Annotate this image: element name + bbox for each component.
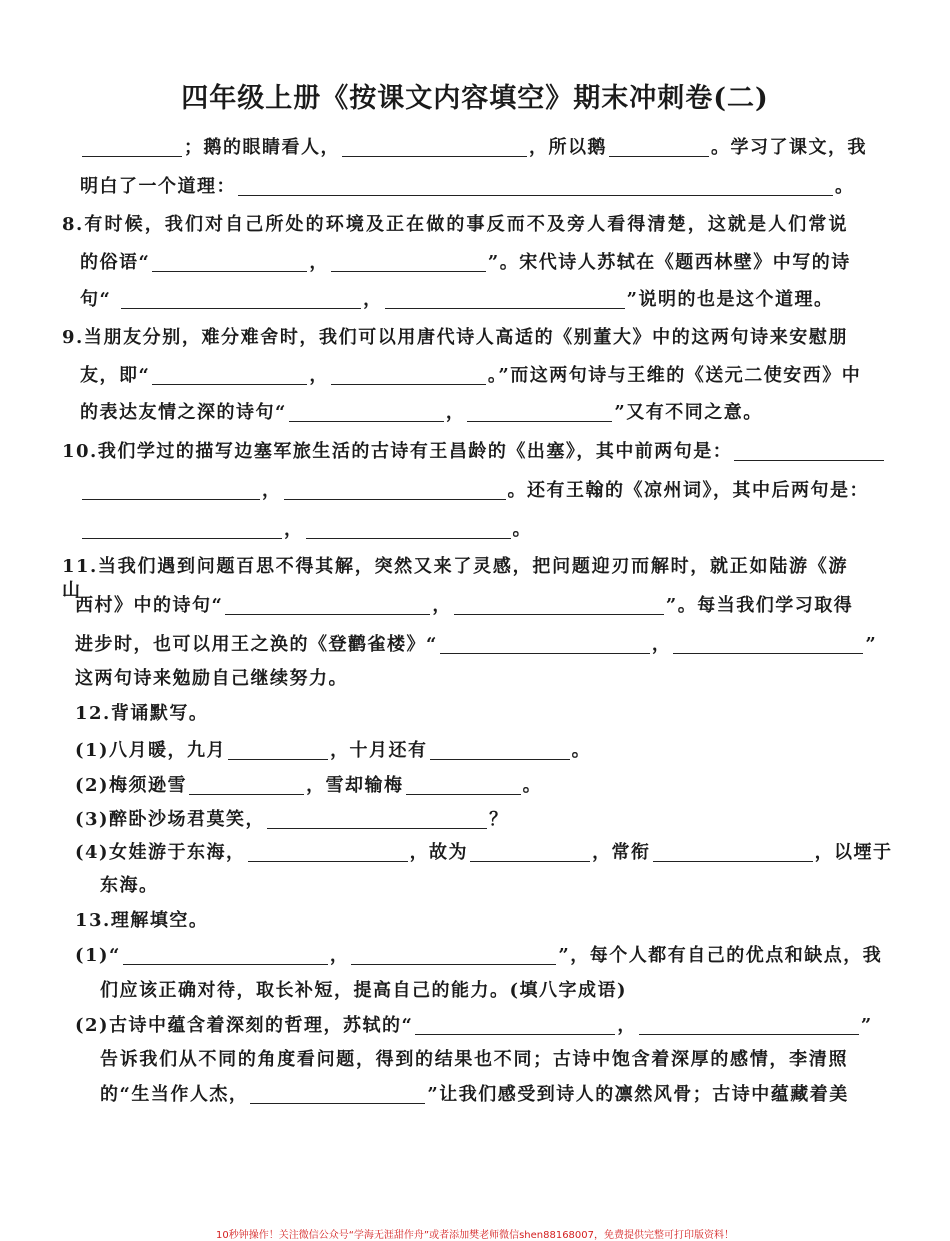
answer-blank[interactable] bbox=[734, 442, 884, 461]
question-text: ， bbox=[445, 402, 466, 423]
question-text: 。 bbox=[835, 176, 855, 197]
question-text: 告诉我们从不同的角度看问题，得到的结果也不同；古诗中饱含着深厚的感情，李清照 bbox=[100, 1049, 848, 1070]
answer-blank[interactable] bbox=[248, 843, 408, 862]
question-line bbox=[75, 1014, 873, 1038]
question-line bbox=[80, 288, 833, 312]
question-text: 明白了一个道理： bbox=[80, 176, 236, 197]
question-line bbox=[75, 909, 208, 933]
question-line bbox=[80, 251, 851, 275]
question-text: ”。每当我们学习取得 bbox=[665, 595, 854, 616]
question-text: (1)“ bbox=[75, 945, 121, 966]
answer-blank[interactable] bbox=[82, 481, 260, 500]
question-text: ”，每个人都有自己的优点和缺点，我 bbox=[558, 945, 883, 966]
question-text: 句“ bbox=[80, 289, 120, 310]
question-text: 8.有时候，我们对自己所处的环境及正在做的事反而不及旁人看得清楚，这就是人们常说 bbox=[62, 214, 848, 235]
answer-blank[interactable] bbox=[467, 403, 612, 422]
answer-blank[interactable] bbox=[406, 776, 521, 795]
question-text: ， bbox=[284, 519, 304, 540]
question-text: 。”而这两句诗与王维的《送元二使安西》中 bbox=[487, 365, 862, 386]
answer-blank[interactable] bbox=[228, 741, 328, 760]
answer-blank[interactable] bbox=[152, 366, 307, 385]
answer-blank[interactable] bbox=[267, 810, 487, 829]
answer-blank[interactable] bbox=[430, 741, 570, 760]
answer-blank[interactable] bbox=[152, 253, 307, 272]
question-text: ，以堙于 bbox=[814, 842, 893, 863]
page-title: 四年级上册《按课文内容填空》期末冲刺卷(二) bbox=[181, 83, 769, 114]
question-text: ” bbox=[860, 1015, 873, 1036]
question-text: ， bbox=[309, 252, 329, 273]
question-text: ， bbox=[329, 945, 350, 966]
question-text: ”让我们感受到诗人的凛然风骨；古诗中蕴藏着美 bbox=[427, 1084, 849, 1105]
question-text: 的俗语“ bbox=[80, 252, 151, 273]
question-line bbox=[62, 326, 848, 350]
question-text: (1)八月暖，九月 bbox=[75, 740, 227, 761]
question-line bbox=[75, 594, 853, 618]
question-text: 西村》中的诗句“ bbox=[75, 595, 224, 616]
answer-blank[interactable] bbox=[289, 403, 444, 422]
answer-blank[interactable] bbox=[82, 520, 282, 539]
answer-blank[interactable] bbox=[639, 1016, 859, 1035]
answer-blank[interactable] bbox=[385, 290, 625, 309]
question-line bbox=[80, 364, 861, 388]
question-text: ”说明的也是这个道理。 bbox=[626, 289, 834, 310]
question-text: ；鹅的眼睛看人， bbox=[184, 137, 340, 158]
answer-blank[interactable] bbox=[123, 946, 328, 965]
question-line bbox=[75, 774, 542, 798]
question-text: ，常衔 bbox=[592, 842, 651, 863]
question-line bbox=[80, 518, 532, 542]
question-line bbox=[75, 633, 877, 657]
answer-blank[interactable] bbox=[440, 635, 650, 654]
answer-blank[interactable] bbox=[225, 596, 430, 615]
question-text: ， bbox=[432, 595, 452, 616]
question-text: ，所以鹅 bbox=[529, 137, 607, 158]
question-text: 友，即“ bbox=[80, 365, 151, 386]
question-text: ，雪却输梅 bbox=[306, 775, 404, 796]
question-line bbox=[75, 944, 882, 968]
question-line bbox=[100, 874, 159, 898]
question-line bbox=[75, 841, 893, 865]
answer-blank[interactable] bbox=[470, 843, 590, 862]
question-line bbox=[100, 1083, 849, 1107]
answer-blank[interactable] bbox=[121, 290, 361, 309]
question-text: ”。宋代诗人苏轼在《题西林壁》中写的诗 bbox=[487, 252, 851, 273]
answer-blank[interactable] bbox=[284, 481, 506, 500]
answer-blank[interactable] bbox=[351, 946, 556, 965]
question-text: ”又有不同之意。 bbox=[614, 402, 763, 423]
question-text: 。还有王翰的《凉州词》，其中后两句是： bbox=[507, 480, 869, 501]
question-line bbox=[62, 213, 848, 237]
question-text: 11.当我们遇到问题百思不得其解，突然又来了灵感，把问题迎刃而解时，就正如陆游《游山 bbox=[62, 556, 848, 601]
answer-blank[interactable] bbox=[238, 177, 833, 196]
question-text: 。 bbox=[512, 519, 532, 540]
question-text: 13.理解填空。 bbox=[75, 910, 209, 931]
question-line bbox=[80, 401, 763, 425]
question-line bbox=[75, 702, 208, 726]
answer-blank[interactable] bbox=[306, 520, 511, 539]
question-text: 10.我们学过的描写边塞军旅生活的古诗有王昌龄的《出塞》，其中前两句是： bbox=[62, 441, 733, 462]
answer-blank[interactable] bbox=[609, 138, 709, 157]
answer-blank[interactable] bbox=[454, 596, 664, 615]
question-text: 们应该正确对待，取长补短，提高自己的能力。(填八字成语) bbox=[100, 980, 628, 1001]
question-text: (2)古诗中蕴含着深刻的哲理，苏轼的“ bbox=[75, 1015, 414, 1036]
question-text: ， bbox=[651, 634, 672, 655]
question-text: ， bbox=[363, 289, 383, 310]
answer-blank[interactable] bbox=[415, 1016, 615, 1035]
answer-blank[interactable] bbox=[189, 776, 304, 795]
answer-blank[interactable] bbox=[342, 138, 527, 157]
question-line bbox=[80, 175, 855, 199]
question-text: 12.背诵默写。 bbox=[75, 703, 209, 724]
question-line bbox=[80, 136, 867, 160]
answer-blank[interactable] bbox=[673, 635, 863, 654]
answer-blank[interactable] bbox=[653, 843, 813, 862]
question-text: 。学习了课文，我 bbox=[711, 137, 867, 158]
question-line bbox=[62, 440, 886, 464]
answer-blank[interactable] bbox=[250, 1085, 425, 1104]
answer-blank[interactable] bbox=[331, 253, 486, 272]
question-text: ” bbox=[865, 634, 878, 655]
question-text: ， bbox=[617, 1015, 637, 1036]
question-text: ，故为 bbox=[409, 842, 469, 863]
question-text: 的表达友情之深的诗句“ bbox=[80, 402, 287, 423]
question-line bbox=[75, 808, 509, 832]
question-text: ？ bbox=[489, 809, 509, 830]
answer-blank[interactable] bbox=[331, 366, 486, 385]
question-text: 东海。 bbox=[100, 875, 159, 896]
question-text: ， bbox=[309, 365, 329, 386]
footer-notice: 10秒钟操作！关注微信公众号“学海无涯甜作舟”或者添加樊老师微信shen88168007，免费提供完整可打印版资料！ bbox=[215, 1230, 735, 1241]
question-text: 的“生当作人杰， bbox=[100, 1084, 249, 1105]
question-line bbox=[80, 479, 869, 503]
question-text: ， bbox=[262, 480, 282, 501]
question-text: (3)醉卧沙场君莫笑， bbox=[75, 809, 266, 830]
question-text: (2)梅须逊雪 bbox=[75, 775, 188, 796]
question-line bbox=[100, 979, 627, 1003]
question-text: 进步时，也可以用王之涣的《登鹳雀楼》“ bbox=[75, 634, 438, 655]
question-line bbox=[75, 667, 348, 691]
question-text: 9.当朋友分别，难分难舍时，我们可以用唐代诗人高适的《别董大》中的这两句诗来安慰朋 bbox=[62, 327, 848, 348]
question-text: (4)女娃游于东海， bbox=[75, 842, 246, 863]
question-text: 。 bbox=[571, 740, 592, 761]
question-text: ，十月还有 bbox=[330, 740, 428, 761]
question-text: 这两句诗来勉励自己继续努力。 bbox=[75, 668, 348, 689]
answer-blank[interactable] bbox=[82, 138, 182, 157]
question-line bbox=[75, 739, 591, 763]
question-text: 。 bbox=[522, 775, 543, 796]
question-line bbox=[100, 1048, 848, 1072]
